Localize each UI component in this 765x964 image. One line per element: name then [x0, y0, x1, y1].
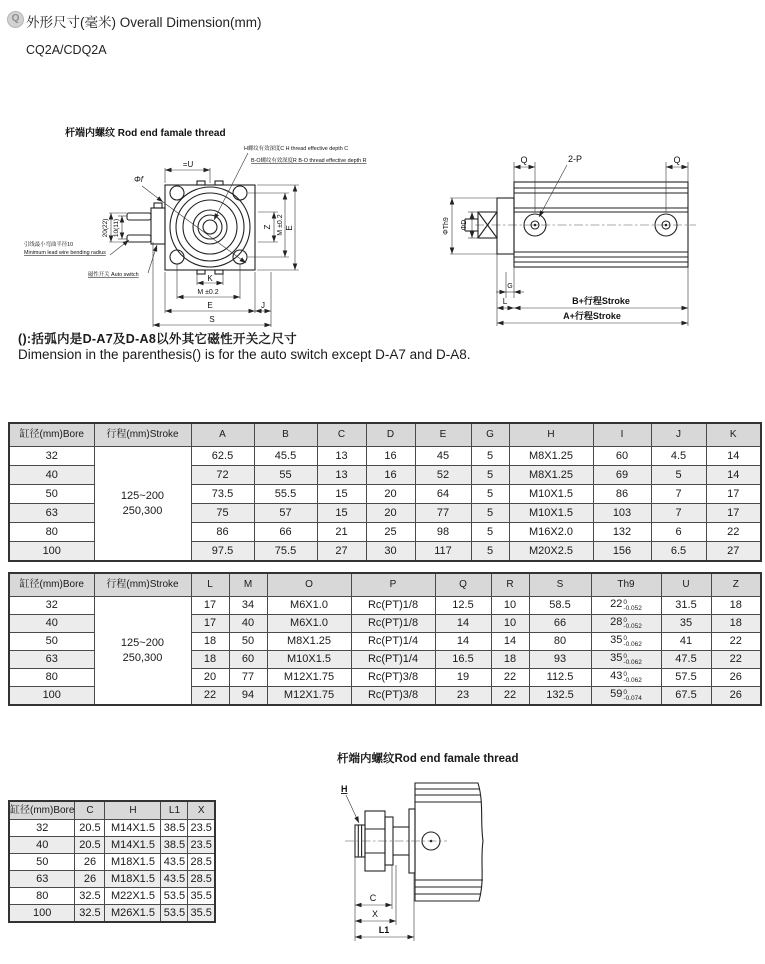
- dim-z-label: Z: [263, 224, 272, 230]
- column-header: S: [529, 573, 591, 597]
- table-cell: 10: [491, 597, 529, 615]
- table-cell: 20: [366, 504, 415, 523]
- table-cell: 22: [711, 633, 761, 651]
- table-cell: 17: [706, 504, 761, 523]
- dim-10-label: 10(11): [113, 218, 120, 238]
- table-cell: 40: [9, 466, 94, 485]
- table-cell: 66: [529, 615, 591, 633]
- dim-g-label: G: [507, 283, 513, 290]
- table-cell: 13: [317, 466, 366, 485]
- dim-q-label: Q: [520, 155, 528, 165]
- table-cell: 32.5: [75, 905, 105, 923]
- dimension-table-2: [8, 572, 762, 706]
- auto-switch-label: 磁性开关 Auto switch: [88, 272, 139, 278]
- table-cell: 132: [593, 523, 651, 542]
- rod-view-title: 杆端内螺纹Rod end famale thread: [337, 753, 519, 765]
- column-header: M: [229, 573, 267, 597]
- table-cell: 18: [491, 651, 529, 669]
- table-cell: 17: [706, 485, 761, 504]
- table-cell: M18X1.5: [105, 854, 161, 871]
- table-cell: 23.5: [188, 837, 215, 854]
- table-cell: 53.5: [161, 905, 188, 923]
- table-cell: M26X1.5: [105, 905, 161, 923]
- table-cell: 22: [491, 687, 529, 706]
- dim-e-label: E: [207, 301, 213, 310]
- table-cell: 77: [229, 669, 267, 687]
- table-cell: 26: [75, 871, 105, 888]
- table-cell: 38.5: [161, 820, 188, 837]
- auto-switch: [127, 203, 165, 244]
- table-cell: 35: [661, 615, 711, 633]
- table-cell: 20: [366, 485, 415, 504]
- table-cell: M12X1.75: [267, 669, 351, 687]
- table-cell: 38.5: [161, 837, 188, 854]
- callout-b-thread: B-O螺纹有效深度R B-O thread effective depth R: [251, 158, 367, 164]
- table-cell: 15: [317, 485, 366, 504]
- table-cell: 6.5: [651, 542, 706, 562]
- table-row: [9, 871, 215, 888]
- table-cell: 93: [529, 651, 591, 669]
- table-cell: 73.5: [191, 485, 254, 504]
- table-cell: 27: [317, 542, 366, 562]
- dim-u-label: =U: [182, 160, 194, 169]
- table-cell: 22: [191, 687, 229, 706]
- column-header: L1: [161, 801, 188, 820]
- table-cell: 17: [191, 615, 229, 633]
- table-cell: 80: [9, 523, 94, 542]
- table-cell: 35 0 -0.062: [591, 651, 661, 669]
- table-cell: 22: [706, 523, 761, 542]
- column-header: 缸径(mm)Bore: [9, 801, 75, 820]
- table-cell: M18X1.5: [105, 871, 161, 888]
- table-cell: 27: [706, 542, 761, 562]
- column-header: P: [351, 573, 435, 597]
- table-cell: 28.5: [188, 871, 215, 888]
- table-cell: 15: [317, 504, 366, 523]
- table-cell: 63: [9, 504, 94, 523]
- table-cell: 35 0 -0.062: [591, 633, 661, 651]
- table-cell: 55: [254, 466, 317, 485]
- column-header: C: [317, 423, 366, 447]
- callout-2p-label: 2-P: [568, 154, 583, 164]
- table-cell: 156: [593, 542, 651, 562]
- table-cell: 64: [415, 485, 471, 504]
- section-icon: Q: [7, 11, 24, 28]
- table-cell: 18: [191, 633, 229, 651]
- body-profile-lines: [415, 789, 483, 894]
- column-header: U: [661, 573, 711, 597]
- column-header: H: [105, 801, 161, 820]
- dim-j-label: J: [261, 301, 265, 310]
- table-cell: 94: [229, 687, 267, 706]
- table-cell: M12X1.75: [267, 687, 351, 706]
- table-cell: M8X1.25: [509, 466, 593, 485]
- table-cell: 20.5: [75, 837, 105, 854]
- rod-end-drawing: [335, 765, 595, 960]
- table-cell: 41: [661, 633, 711, 651]
- table-cell: 20: [191, 669, 229, 687]
- table-cell: 100: [9, 905, 75, 923]
- table-cell: 7: [651, 504, 706, 523]
- dim-phi-f-label: Φf: [134, 175, 143, 184]
- table-cell: M8X1.25: [267, 633, 351, 651]
- column-header: D: [366, 423, 415, 447]
- table-cell: 26: [711, 669, 761, 687]
- column-header: A: [191, 423, 254, 447]
- dim-a-stroke-label: A+行程Stroke: [563, 311, 621, 321]
- table-cell: 14: [435, 615, 491, 633]
- table-row: [9, 854, 215, 871]
- table-cell: 103: [593, 504, 651, 523]
- table-cell: 43.5: [161, 871, 188, 888]
- table-cell: M22X1.5: [105, 888, 161, 905]
- table-cell: 43.5: [161, 854, 188, 871]
- table-cell: 31.5: [661, 597, 711, 615]
- front-view-title: 杆端内螺纹 Rod end famale thread: [65, 128, 226, 139]
- table-cell: 100: [9, 542, 94, 562]
- table-cell: 16: [366, 447, 415, 466]
- table-cell: 22: [491, 669, 529, 687]
- table-cell: 40: [9, 615, 94, 633]
- table-cell: 80: [529, 633, 591, 651]
- table-cell: 86: [191, 523, 254, 542]
- table-cell: M20X2.5: [509, 542, 593, 562]
- column-header: O: [267, 573, 351, 597]
- table-cell: Rc(PT)3/8: [351, 669, 435, 687]
- table-cell: 117: [415, 542, 471, 562]
- table-cell: 5: [471, 485, 509, 504]
- column-header: K: [706, 423, 761, 447]
- table-cell: Rc(PT)1/8: [351, 615, 435, 633]
- table-cell: 18: [711, 615, 761, 633]
- table-cell: M10X1.5: [509, 504, 593, 523]
- table-cell: M16X2.0: [509, 523, 593, 542]
- table-cell: 60: [593, 447, 651, 466]
- table-cell: 34: [229, 597, 267, 615]
- table-cell: M14X1.5: [105, 820, 161, 837]
- column-header: I: [593, 423, 651, 447]
- table-cell: 20.5: [75, 820, 105, 837]
- table-cell: 32: [9, 447, 94, 466]
- column-header: Q: [435, 573, 491, 597]
- table-row: [9, 597, 761, 615]
- table-cell: 132.5: [529, 687, 591, 706]
- table-cell: 98: [415, 523, 471, 542]
- table-cell: 10: [491, 615, 529, 633]
- dim-e-label: E: [285, 225, 294, 231]
- table-cell: 57: [254, 504, 317, 523]
- table-cell: M6X1.0: [267, 615, 351, 633]
- table-cell: 18: [711, 597, 761, 615]
- table-row: [9, 447, 761, 466]
- table-cell: 50: [9, 485, 94, 504]
- table-cell: 62.5: [191, 447, 254, 466]
- table-cell: 47.5: [661, 651, 711, 669]
- table-cell: 97.5: [191, 542, 254, 562]
- stroke-range-cell: 125~200 250,300: [94, 597, 191, 706]
- table-cell: 45.5: [254, 447, 317, 466]
- wire-bend-label-en: Minimum lead wire bending radius: [24, 250, 106, 256]
- table-cell: 50: [9, 854, 75, 871]
- table-cell: 22: [711, 651, 761, 669]
- column-header: 缸径(mm)Bore: [9, 573, 94, 597]
- table-cell: 69: [593, 466, 651, 485]
- table-cell: 77: [415, 504, 471, 523]
- dim-q-label: Q: [673, 155, 681, 165]
- table-cell: 67.5: [661, 687, 711, 706]
- table-cell: 112.5: [529, 669, 591, 687]
- column-header: 缸径(mm)Bore: [9, 423, 94, 447]
- table-cell: 45: [415, 447, 471, 466]
- table-cell: 19: [435, 669, 491, 687]
- table-cell: 60: [229, 651, 267, 669]
- table-cell: 40: [9, 837, 75, 854]
- dim-d-label: ΦD: [461, 219, 468, 231]
- table-cell: 21: [317, 523, 366, 542]
- dim-h-label: H: [341, 784, 348, 794]
- table-cell: 32: [9, 597, 94, 615]
- column-header: 行程(mm)Stroke: [94, 423, 191, 447]
- column-header: J: [651, 423, 706, 447]
- dim-x-label: X: [371, 909, 379, 919]
- side-view-drawing: [420, 140, 765, 340]
- table-cell: 26: [711, 687, 761, 706]
- note-line-en: Dimension in the parenthesis() is for the auto switch except D-A7 and D-A8.: [18, 347, 471, 362]
- table-cell: 75.5: [254, 542, 317, 562]
- column-header: 行程(mm)Stroke: [94, 573, 191, 597]
- column-header: H: [509, 423, 593, 447]
- table-cell: 6: [651, 523, 706, 542]
- table-cell: 43 0 -0.062: [591, 669, 661, 687]
- rod-end-bore: [170, 187, 250, 267]
- table-cell: 66: [254, 523, 317, 542]
- dim-s-label: S: [209, 315, 215, 324]
- dim-l1-label: L1: [378, 925, 390, 935]
- table-cell: 5: [471, 523, 509, 542]
- dim-b-stroke-label: B+行程Stroke: [572, 296, 630, 306]
- table-cell: 23: [435, 687, 491, 706]
- table-cell: 23.5: [188, 820, 215, 837]
- table-cell: 5: [471, 542, 509, 562]
- dimension-table-3: [8, 800, 216, 923]
- table-cell: 35.5: [188, 888, 215, 905]
- table-cell: 100: [9, 687, 94, 706]
- table-cell: M10X1.5: [509, 485, 593, 504]
- table-cell: 53.5: [161, 888, 188, 905]
- dim-k-label: K: [207, 274, 213, 283]
- table-cell: 86: [593, 485, 651, 504]
- table-cell: 59 0 -0.074: [591, 687, 661, 706]
- stroke-range-cell: 125~200 250,300: [94, 447, 191, 562]
- column-header: G: [471, 423, 509, 447]
- table-cell: M8X1.25: [509, 447, 593, 466]
- table-cell: M10X1.5: [267, 651, 351, 669]
- column-header: Th9: [591, 573, 661, 597]
- model-name: CQ2A/CDQ2A: [26, 43, 107, 57]
- table-cell: 75: [191, 504, 254, 523]
- column-header: E: [415, 423, 471, 447]
- table-cell: 63: [9, 871, 75, 888]
- table-cell: 40: [229, 615, 267, 633]
- table-cell: 35.5: [188, 905, 215, 923]
- table-cell: 17: [191, 597, 229, 615]
- note-block: [18, 331, 470, 363]
- table-cell: 28.5: [188, 854, 215, 871]
- table-cell: 58.5: [529, 597, 591, 615]
- dim-c-label: C: [369, 893, 377, 903]
- table-cell: 14: [706, 447, 761, 466]
- table-cell: 13: [317, 447, 366, 466]
- table-row: [9, 837, 215, 854]
- table-cell: 55.5: [254, 485, 317, 504]
- table-cell: Rc(PT)1/8: [351, 597, 435, 615]
- table-cell: 80: [9, 888, 75, 905]
- table-cell: 4.5: [651, 447, 706, 466]
- table-cell: 14: [435, 633, 491, 651]
- table-cell: 16: [366, 466, 415, 485]
- table-cell: M14X1.5: [105, 837, 161, 854]
- column-header: X: [188, 801, 215, 820]
- table-cell: 22 0 -0.052: [591, 597, 661, 615]
- table-cell: 14: [491, 633, 529, 651]
- table-cell: 30: [366, 542, 415, 562]
- table-cell: 5: [471, 466, 509, 485]
- table-cell: 5: [651, 466, 706, 485]
- table-cell: 50: [229, 633, 267, 651]
- dim-th9-label: ΦTh9: [443, 217, 450, 235]
- end-plate: [497, 198, 514, 254]
- note-line-zh: ():括弧内是D-A7及D-A8以外其它磁性开关之尺寸: [18, 332, 297, 346]
- table-cell: Rc(PT)3/8: [351, 687, 435, 706]
- column-header: Z: [711, 573, 761, 597]
- table-cell: M6X1.0: [267, 597, 351, 615]
- wire-bend-label-zh: 引线最小弯曲半径10: [24, 242, 74, 248]
- column-header: R: [491, 573, 529, 597]
- table-cell: 12.5: [435, 597, 491, 615]
- table-cell: 57.5: [661, 669, 711, 687]
- callout-h-thread: H螺纹有效深度C H thread effective depth C: [244, 146, 349, 152]
- dim-l-label: L: [502, 297, 508, 306]
- table-cell: 63: [9, 651, 94, 669]
- mounting-hole: [233, 186, 247, 200]
- table-cell: 72: [191, 466, 254, 485]
- table-cell: 28 0 -0.052: [591, 615, 661, 633]
- dimension-table-1: [8, 422, 762, 562]
- table-cell: 50: [9, 633, 94, 651]
- cylinder-body-front: [165, 185, 255, 270]
- column-header: C: [75, 801, 105, 820]
- table-row: [9, 905, 215, 923]
- table-cell: Rc(PT)1/4: [351, 633, 435, 651]
- table-cell: 25: [366, 523, 415, 542]
- table-cell: 32: [9, 820, 75, 837]
- table-cell: 5: [471, 447, 509, 466]
- table-cell: 26: [75, 854, 105, 871]
- dim-20-label: 20(22): [102, 218, 109, 238]
- column-header: B: [254, 423, 317, 447]
- table-cell: Rc(PT)1/4: [351, 651, 435, 669]
- column-header: L: [191, 573, 229, 597]
- mounting-hole: [170, 250, 184, 264]
- table-row: [9, 820, 215, 837]
- table-cell: 18: [191, 651, 229, 669]
- table-row: [9, 888, 215, 905]
- table-cell: 52: [415, 466, 471, 485]
- table-cell: 5: [471, 504, 509, 523]
- cylinder-body-rod-view: [415, 783, 483, 901]
- table-cell: 16.5: [435, 651, 491, 669]
- table-cell: 14: [706, 466, 761, 485]
- dim-m-label: M ±0.2: [277, 214, 284, 236]
- dim-m-label: M ±0.2: [197, 289, 219, 296]
- table-cell: 80: [9, 669, 94, 687]
- table-cell: 32.5: [75, 888, 105, 905]
- table-cell: 7: [651, 485, 706, 504]
- page-title: 外形尺寸(毫米) Overall Dimension(mm): [26, 15, 262, 30]
